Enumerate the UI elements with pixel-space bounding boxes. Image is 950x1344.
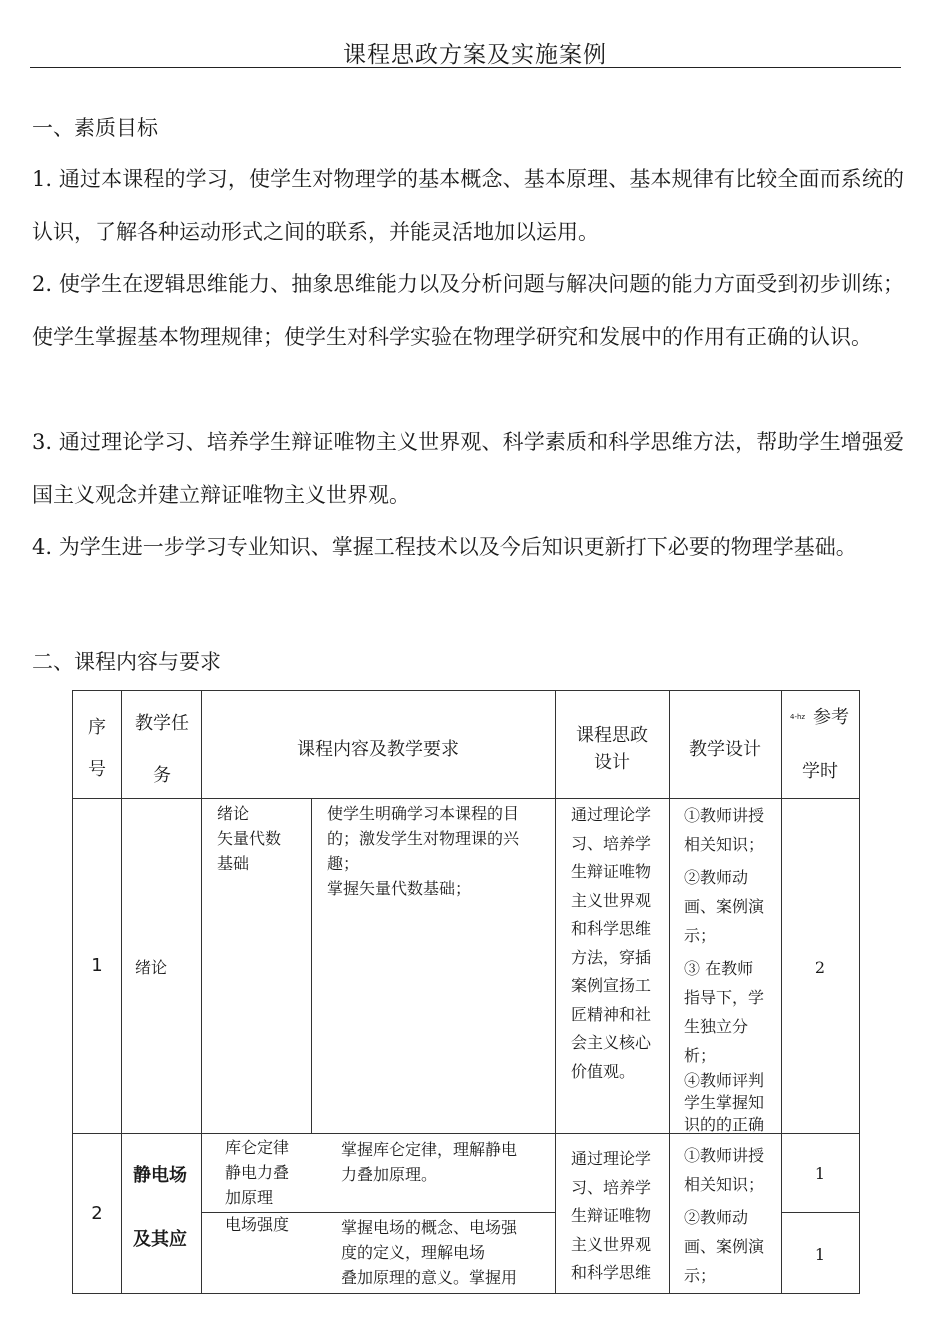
goal-paragraph-1: 1. 通过本课程的学习，使学生对物理学的基本概念、基本原理、基本规律有比较全面而系统的认识，了解各种运动形式之间的联系，并能灵活地加以运用。 — [32, 167, 904, 244]
row1-topic: 绪论 矢量代数 基础 — [217, 804, 282, 873]
row2a-hours: 1 — [814, 1164, 826, 1183]
course-table: 序 号 教学任 务 课程内容及教学要求 课程思政 设计 教学设计 4-hz 参考 学时 1 绪论 绪论 矢量代数 基础 使学生明确学习本课程的目 的；激发学生对物理课的兴 趣； 掌握矢量代数基础； 通过理论学 习、培养学 生辩证唯物 主义世界观 和科学思维 方法，穿插 案例宣扬工 匠精神和社 会主义核心 价值观。 ①教师讲授 相关知识； ②教师动 画、案例演 示； ③ 在教师 指导下，学 生独立分 析； ④教师评判 学生掌握知 识的的正确 2 2 静电场 及其应 库仑定律 静电力叠 加原理 掌握库仑定律，理解静电 力叠加原理。 1 电场强度 掌握电场的概念、电场强 度的定义，理解电场 叠加原理的意义。掌握用 1 通过理论学 习、培养学 生辩证唯物 主义世界观 和科学思维 ①教师讲授 相关知识； ②教师动 画、案例演 示； — [72, 690, 860, 1294]
row2-seq: 2 — [91, 1203, 103, 1224]
row2a-requirements: 掌握库仑定律，理解静电 力叠加原理。 — [341, 1140, 518, 1184]
row2b-hours: 1 — [814, 1245, 826, 1264]
goal-paragraph-2: 2. 使学生在逻辑思维能力、抽象思维能力以及分析问题与解决问题的能力方面受到初步训练；使学生掌握基本物理规律；使学生对科学实验在物理学研究和发展中的作用有正确的认识。 — [32, 272, 904, 349]
row2-task-line1: 静电场 — [133, 1165, 187, 1186]
goal-paragraph-3: 3. 通过理论学习、培养学生辩证唯物主义世界观、科学素质和科学思维方法，帮助学生增强爱国主义观念并建立辩证唯物主义世界观。 — [32, 430, 904, 507]
row2b-topic: 电场强度 — [225, 1215, 290, 1234]
row2a-topic: 库仑定律 静电力叠 加原理 — [225, 1138, 290, 1207]
goal-paragraph-4: 4. 为学生进一步学习专业知识、掌握工程技术以及今后知识更新打下必要的物理学基础。 — [32, 535, 857, 559]
row1-seq: 1 — [91, 955, 103, 976]
section-heading-2: 二、课程内容与要求 — [32, 650, 221, 674]
row1-design: ①教师讲授 相关知识； ②教师动 画、案例演 示； ③ 在教师 指导下，学 生独立分 析； ④教师评判 学生掌握知 识的的正确 — [684, 806, 765, 1132]
row2b-requirements: 掌握电场的概念、电场强 度的定义，理解电场 叠加原理的意义。掌握用 — [341, 1218, 518, 1287]
header-design: 教学设计 — [689, 739, 761, 760]
section-heading-1: 一、素质目标 — [32, 116, 158, 140]
row1-ideology: 通过理论学 习、培养学 生辩证唯物 主义世界观 和科学思维 方法，穿插 案例宣扬工 匠精神和社 会主义核心 价值观。 — [571, 805, 652, 1081]
row1-requirements: 使学生明确学习本课程的目 的；激发学生对物理课的兴 趣； 掌握矢量代数基础； — [327, 804, 520, 898]
header-content: 课程内容及教学要求 — [297, 739, 459, 760]
row1-hours: 2 — [814, 958, 826, 977]
row1-task: 绪论 — [135, 958, 168, 977]
page-title: 课程思政方案及实施案例 — [343, 42, 607, 68]
row2-design: ①教师讲授 相关知识； ②教师动 画、案例演 示； — [684, 1146, 765, 1285]
row2-ideology: 通过理论学 习、培养学 生辩证唯物 主义世界观 和科学思维 — [571, 1149, 652, 1282]
title-rule — [30, 67, 901, 68]
row2-task-line2: 及其应 — [133, 1229, 187, 1250]
